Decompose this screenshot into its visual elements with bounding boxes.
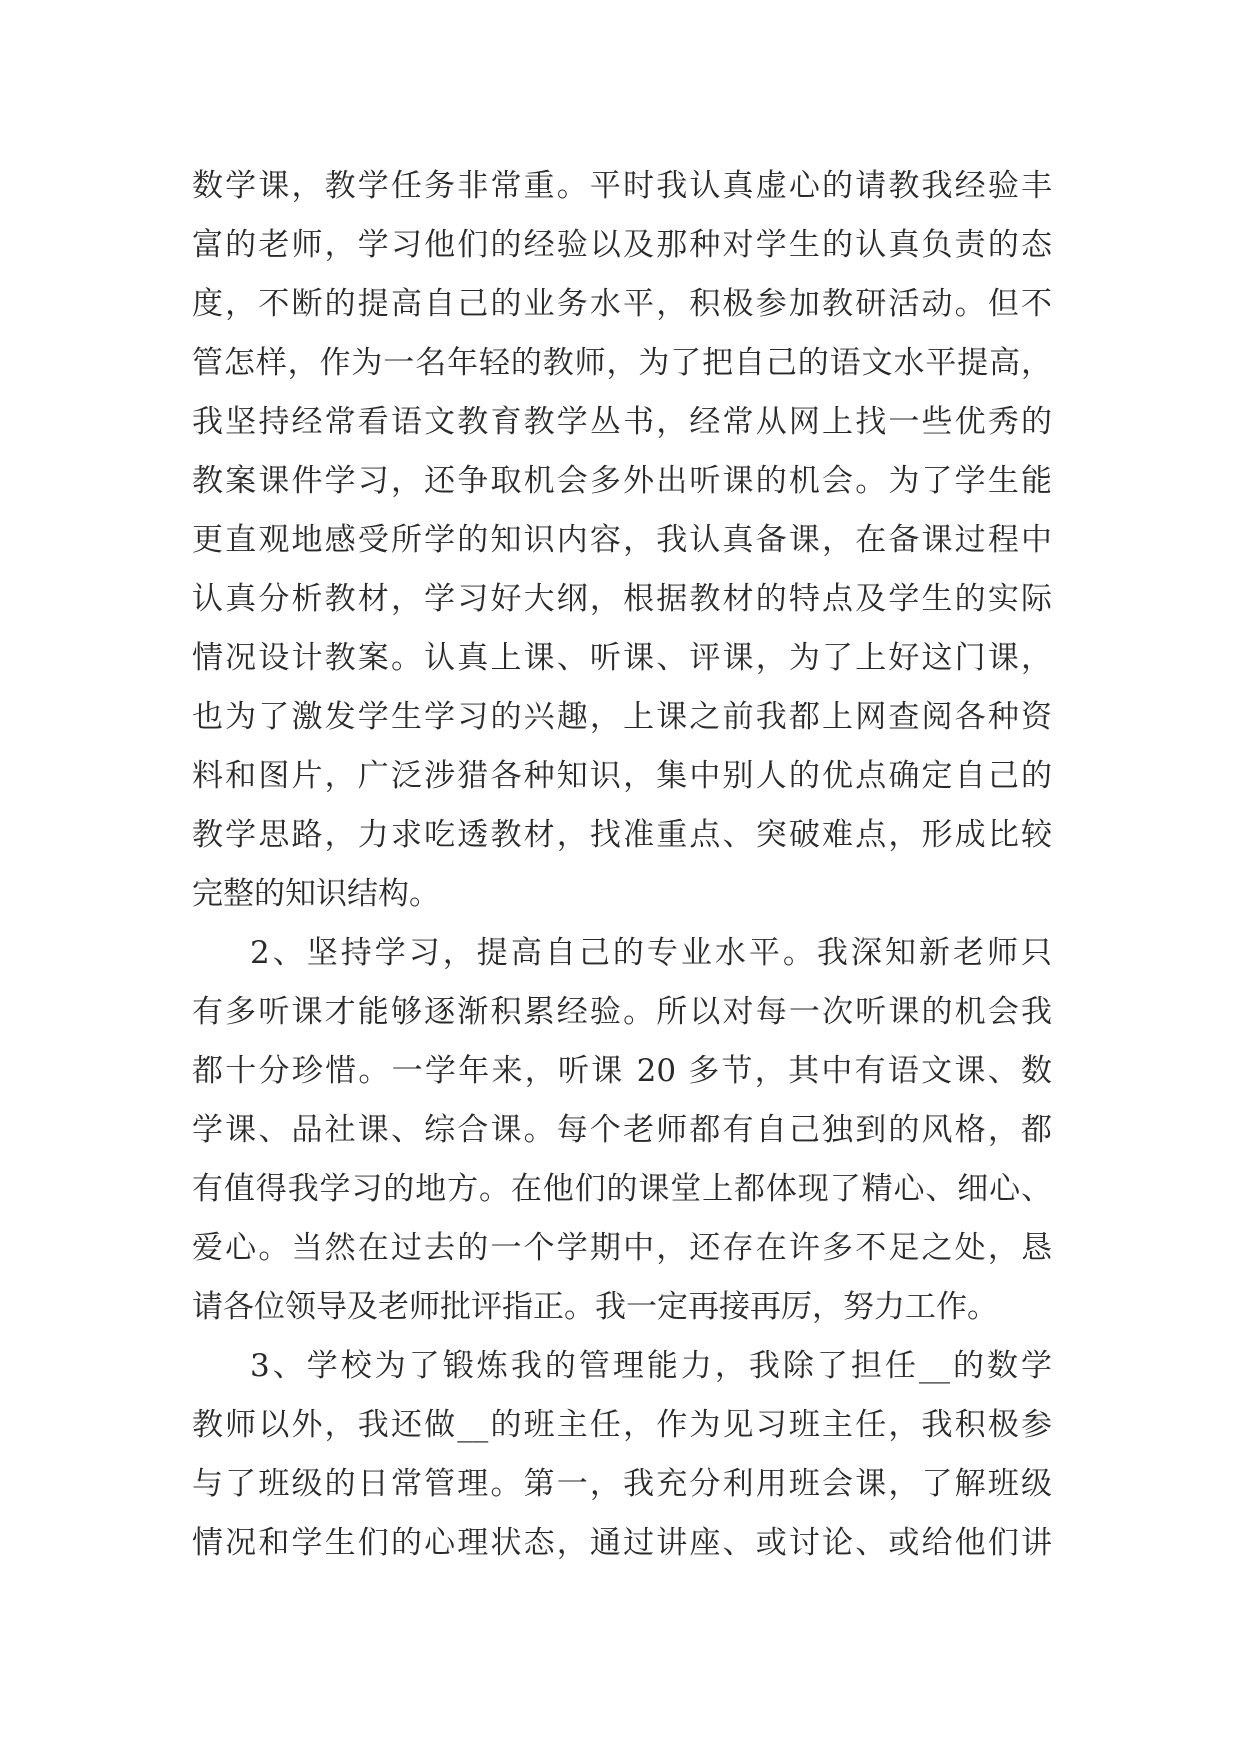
text-line: 教师以外，我还做__的班主任，作为见习班主任，我积极参	[192, 1407, 1052, 1443]
text-line: 教案课件学习，还争取机会多外出听课的机会。为了学生能	[192, 463, 1052, 499]
text-line: 请各位领导及老师批评指正。我一定再接再厉，努力工作。	[192, 1289, 998, 1325]
text-line: 我坚持经常看语文教育教学丛书，经常从网上找一些优秀的	[192, 404, 1052, 440]
text-line: 认真分析教材，学习好大纲，根据教材的特点及学生的实际	[192, 581, 1052, 617]
text-line: 料和图片，广泛涉猎各种知识，集中别人的优点确定自己的	[192, 758, 1052, 794]
paragraph-teaching-work	[192, 157, 1052, 924]
text-line: 数学课，教学任务非常重。平时我认真虚心的请教我经验丰	[192, 168, 1052, 204]
text-line: 富的老师，学习他们的经验以及那种对学生的认真负责的态	[192, 227, 1052, 263]
text-line: 学课、品社课、综合课。每个老师都有自己独到的风格，都	[192, 1112, 1052, 1148]
text-line: 爱心。当然在过去的一个学期中，还存在许多不足之处，恳	[192, 1230, 1052, 1266]
text-line: 也为了激发学生学习的兴趣，上课之前我都上网查阅各种资	[192, 699, 1052, 735]
text-line: 管怎样，作为一名年轻的教师，为了把自己的语文水平提高，	[192, 345, 1052, 381]
text-line: 2、坚持学习，提高自己的专业水平。我深知新老师只	[250, 935, 1052, 971]
text-line: 情况和学生们的心理状态，通过讲座、或讨论、或给他们讲	[192, 1525, 1052, 1561]
text-line: 完整的知识结构。	[192, 876, 440, 912]
text-line: 更直观地感受所学的知识内容，我认真备课，在备课过程中	[192, 522, 1052, 558]
text-line: 与了班级的日常管理。第一，我充分利用班会课，了解班级	[192, 1466, 1052, 1502]
text-line: 3、学校为了锻炼我的管理能力，我除了担任__的数学	[250, 1348, 1052, 1384]
text-line: 有多听课才能够逐渐积累经验。所以对每一次听课的机会我	[192, 994, 1052, 1030]
paragraph-class-management	[192, 1337, 1052, 1573]
text-line: 教学思路，力求吃透教材，找准重点、突破难点，形成比较	[192, 817, 1052, 853]
text-line: 都十分珍惜。一学年来，听课 20 多节，其中有语文课、数	[192, 1053, 1052, 1089]
document-body	[192, 157, 1052, 1573]
text-line: 情况设计教案。认真上课、听课、评课，为了上好这门课，	[192, 640, 1052, 676]
text-line: 度，不断的提高自己的业务水平，积极参加教研活动。但不	[192, 286, 1052, 322]
text-line: 有值得我学习的地方。在他们的课堂上都体现了精心、细心、	[192, 1171, 1052, 1207]
paragraph-professional-study	[192, 924, 1052, 1337]
